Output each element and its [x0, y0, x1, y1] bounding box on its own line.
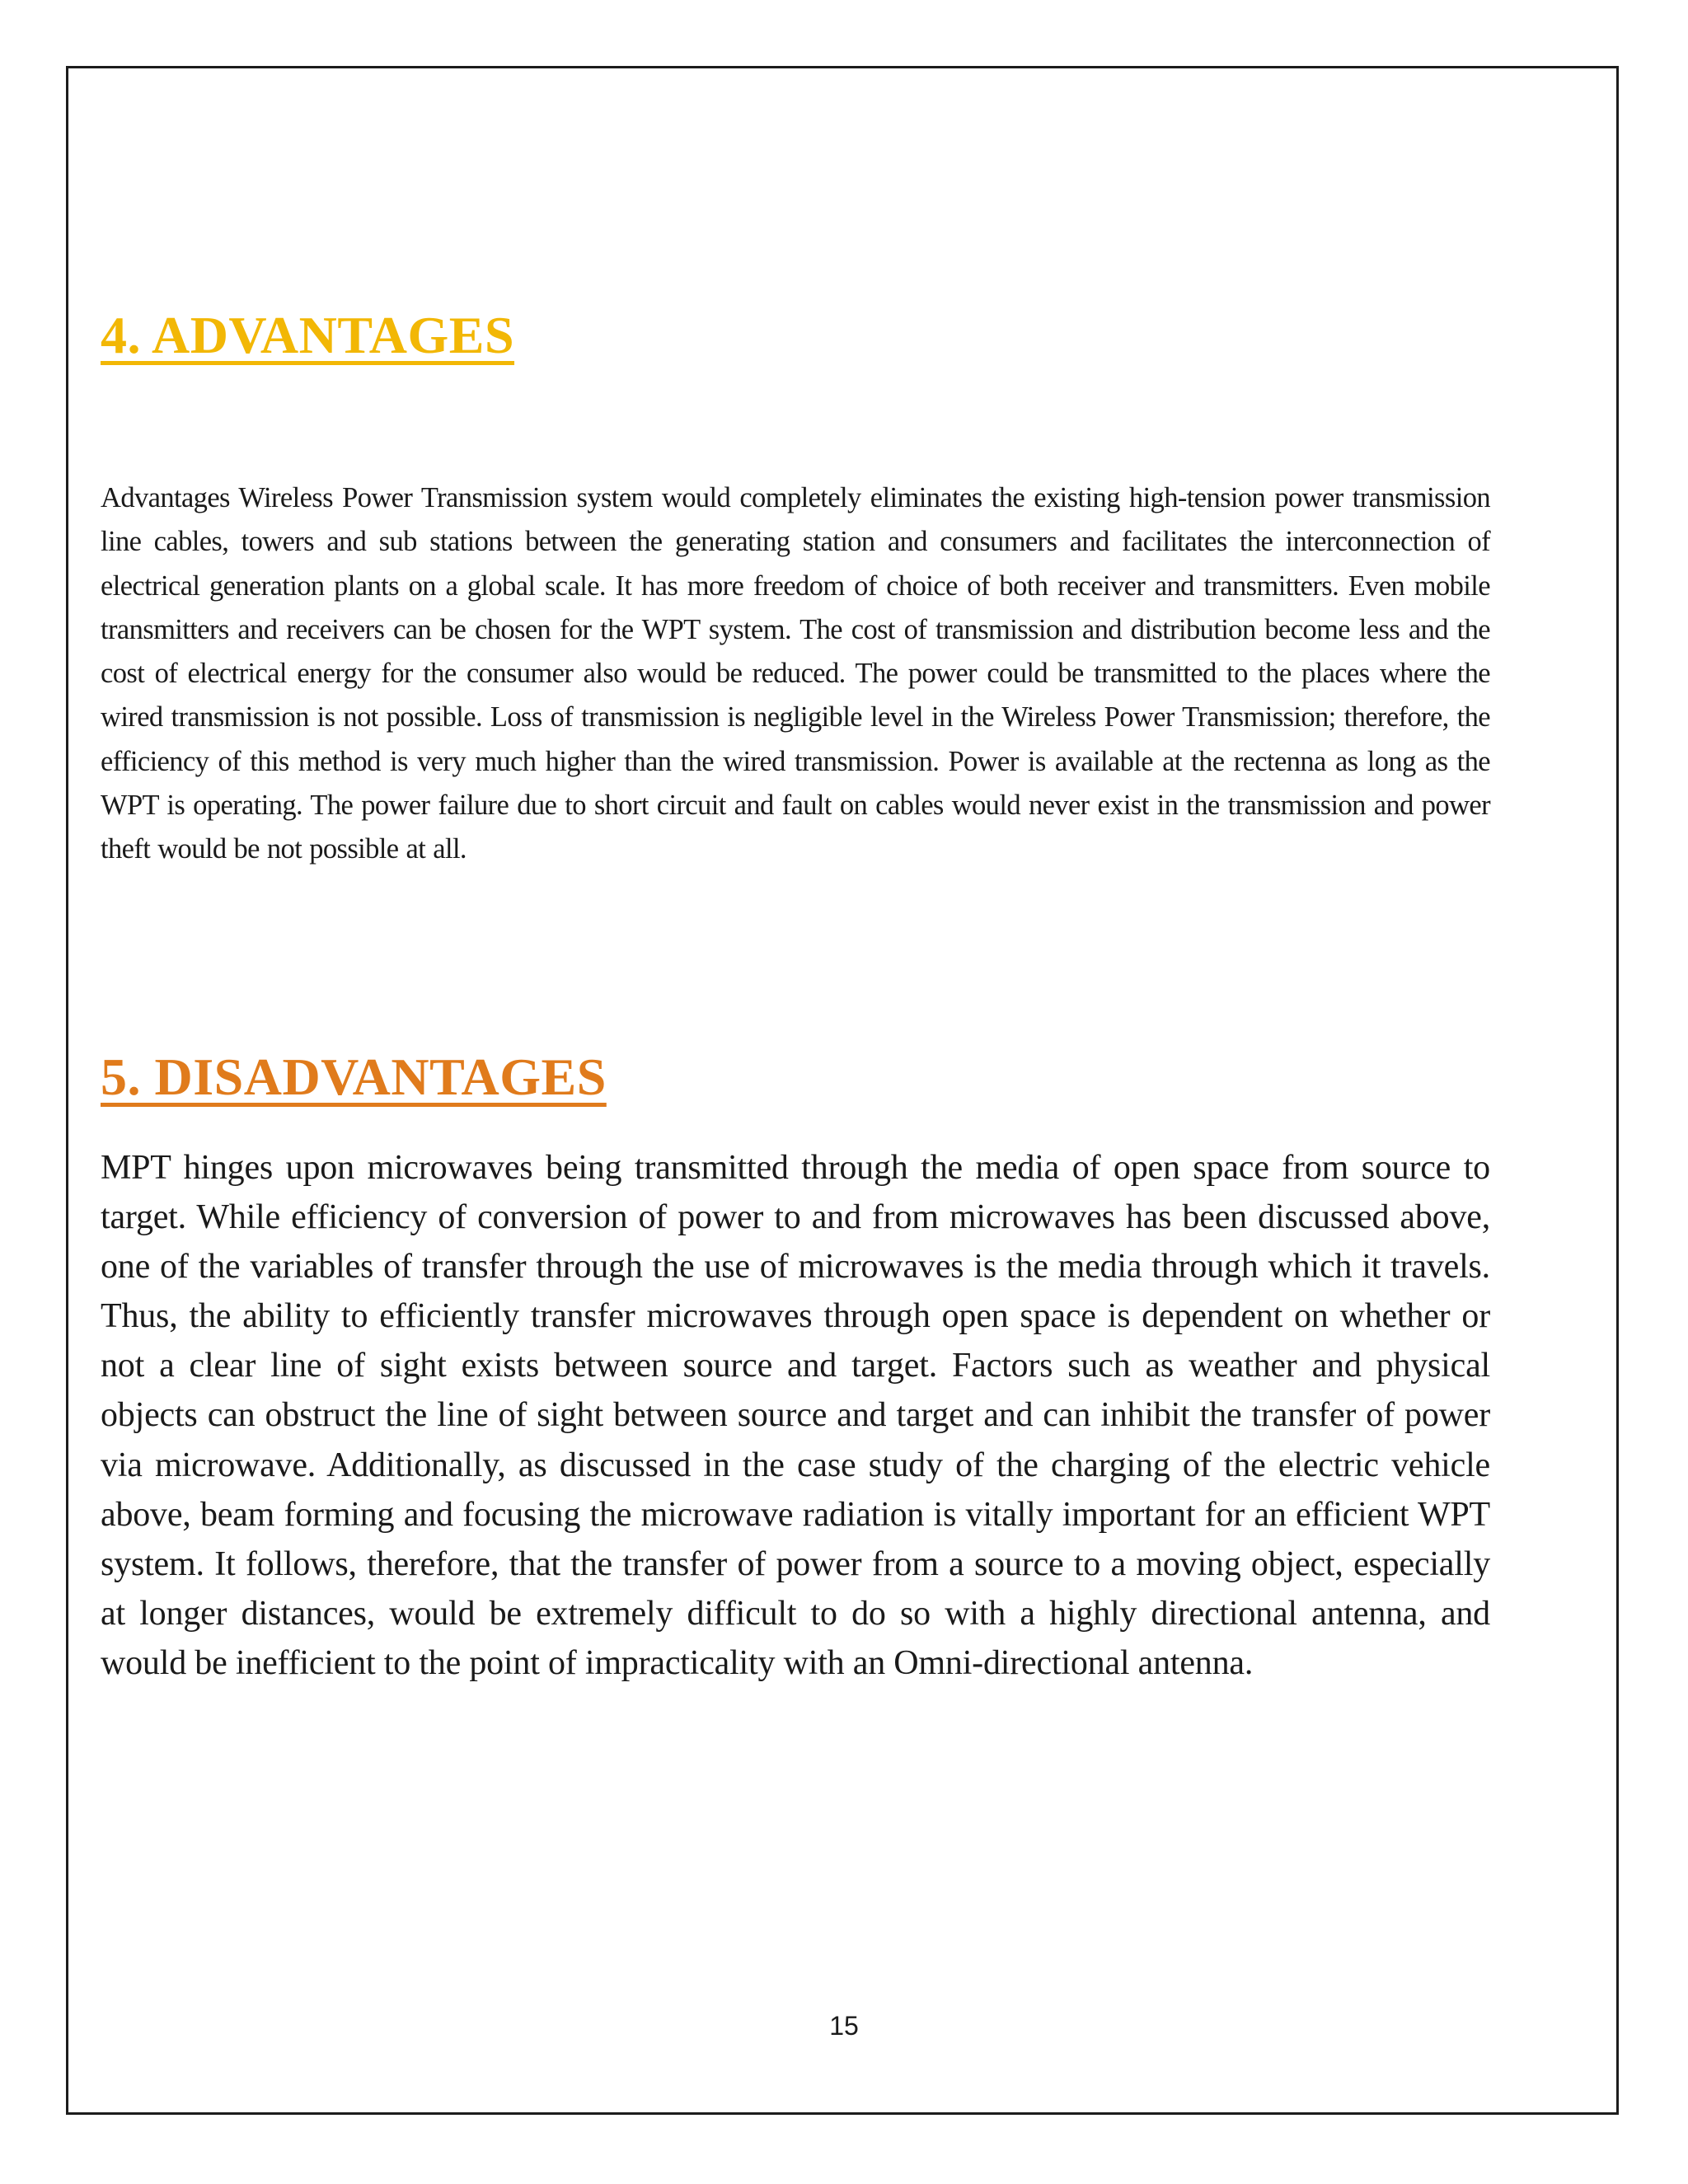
advantages-paragraph: Advantages Wireless Power Transmission system would completely eliminates the existing high-tension power transmission line cables, towers and sub stations between the generating station and consumers and facilitates the interconnection of electrical generation plants on a global scale. It has more freedom of choice of both receiver and transmitters. Even mobile transmitters and receivers can be chosen for the WPT system. The cost of transmission and distribution become less and the cost of electrical energy for the consumer also would be reduced. The power could be transmitted to the places where the wired transmission is not possible. Loss of transmission is negligible level in the Wireless Power Transmission; therefore, the efficiency of this method is very much higher than the wired transmission. Power is available at the rectenna as long as the WPT is operating. The power failure due to short circuit and fault on cables would never exist in the transmission and power theft would be not possible at all. — [101, 482, 1490, 865]
disadvantages-paragraph: MPT hinges upon microwaves being transmitted through the media of open space from source to target. While efficiency of conversion of power to and from microwaves has been discussed above, one of the variables of transfer through the use of microwaves is the media through which it travels. Thus, the ability to efficiently transfer microwaves through open space is dependent on whether or not a clear line of sight exists between source and target. Factors such as weather and physical objects can obstruct the line of sight between source and target and can inhibit the transfer of power via microwave. Additionally, as discussed in the case study of the charging of the electric vehicle above, beam forming and focusing the microwave radiation is vitally important for an efficient WPT system. It follows, therefore, that the transfer of power from a source to a moving object, especially at longer distances, would be extremely difficult to do so with a highly directional antenna, and would be inefficient to the point of impracticality with an Omni-directional antenna. — [101, 1149, 1490, 1682]
page-number: 15 — [829, 2011, 859, 2041]
disadvantages-heading: 5. DISADVANTAGES — [101, 1047, 607, 1106]
advantages-heading: 4. ADVANTAGES — [101, 306, 515, 364]
